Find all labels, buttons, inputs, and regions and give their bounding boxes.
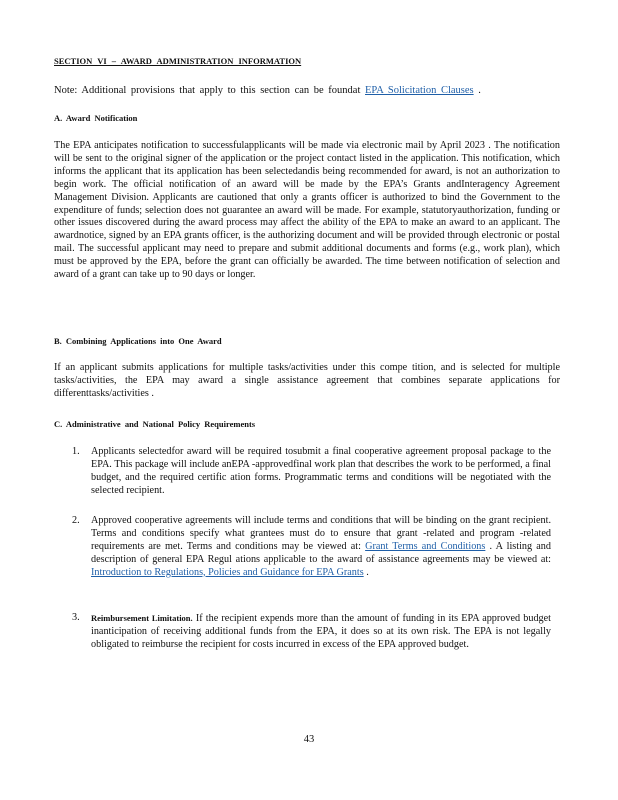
note-end: . bbox=[473, 85, 481, 96]
list-item-text bbox=[91, 612, 551, 652]
list-number: 3. bbox=[72, 612, 80, 623]
combining-applications-body: If an applicant submits applications for multiple tasks/activities under this compe tition, and is selected for multiple tasks/activities, the EPA may award a single assistance agreement that combines separate applications for differenttasks/activities . bbox=[54, 362, 560, 399]
page-number: 43 bbox=[303, 734, 315, 745]
combining-applications-heading: B. Combining Applications into One Award bbox=[54, 336, 222, 346]
grant-terms-and-conditions-link[interactable]: Grant Terms and Conditions bbox=[365, 540, 486, 552]
item2-text-before: Approved cooperative agreements will include terms and conditions that will be binding on the grant recipient. Terms and conditions specify what grantees must do to ensure that grant -related and program -related requirements are met. Terms and conditions may be viewed at: bbox=[91, 515, 551, 552]
list-number: 2. bbox=[72, 515, 80, 526]
policy-requirements-heading: C. Administrative and National Policy Requirements bbox=[54, 419, 256, 429]
list-item-text bbox=[91, 515, 551, 580]
introduction-to-regulations-link[interactable]: Introduction to Regulations, Policies and Guidance for EPA Grants bbox=[91, 566, 364, 578]
epa-solicitation-clauses-link[interactable]: EPA Solicitation Clauses bbox=[365, 85, 474, 96]
award-notification-heading: A. Award Notification bbox=[54, 113, 138, 123]
note-text: Note: Additional provisions that apply to this section can be foundat bbox=[54, 85, 365, 96]
list-item-text: Applicants selectedfor award will be required tosubmit a final cooperative agreement proposal package to the EPA. This package will include anEPA -approvedfinal work plan that describes the work to be performed, a final budget, and the required certific ation forms. Programmatic terms and conditions will be negotiated with the selected recipient. bbox=[91, 446, 551, 496]
item2-text-middle: . A listing and description of general EPA Regul ations applicable to the award of assistance agreements may be viewed at: bbox=[91, 540, 551, 565]
item3-text: If the recipient expends more than the amount of funding in its EPA approved budget inanticipation of receiving additional funds from the EPA, it does so at its own risk. The EPA is not legally obligated to reimburse the recipient for costs incurred in excess of the EPA approved budget. bbox=[91, 613, 551, 650]
reimbursement-limitation-label: Reimbursement Limitation. bbox=[91, 613, 193, 623]
section-heading: SECTION VI – AWARD ADMINISTRATION INFORMATION bbox=[54, 56, 302, 66]
item2-text-after: . bbox=[363, 566, 369, 578]
award-notification-body: The EPA anticipates notification to successfulapplicants will be made via electronic mail by April 2023 . The notification will be sent to the original signer of the application or the project contact listed in the application. This notification, which informs the applicant that its application has been selectedandis being recommended for award, is not an authorization to begin work. The official notification of an award will be made by the EPA’s Grants andInteragency Agreement Management Division. Applicants are cautioned that only a grants officer is authorized to bind the Government to the expenditure of funds; selection does not guarantee an award will be made. For example, statutoryauthorization, funding or other issues discovered during the award process may affect the ability of the EPA to make an award to an applicant. The awardnotice, signed by an EPA grants officer, is the authorizing document and will be provided through electronic or postal mail. The successful applicant may need to prepare and submit additional documents and forms (e.g., work plan), which must be approved by the EPA, before the grant can officially be awarded. The time between notification of selection and award of a grant can take up to 90 days or longer. bbox=[54, 140, 560, 281]
note-paragraph bbox=[54, 84, 564, 97]
list-number: 1. bbox=[72, 446, 80, 457]
